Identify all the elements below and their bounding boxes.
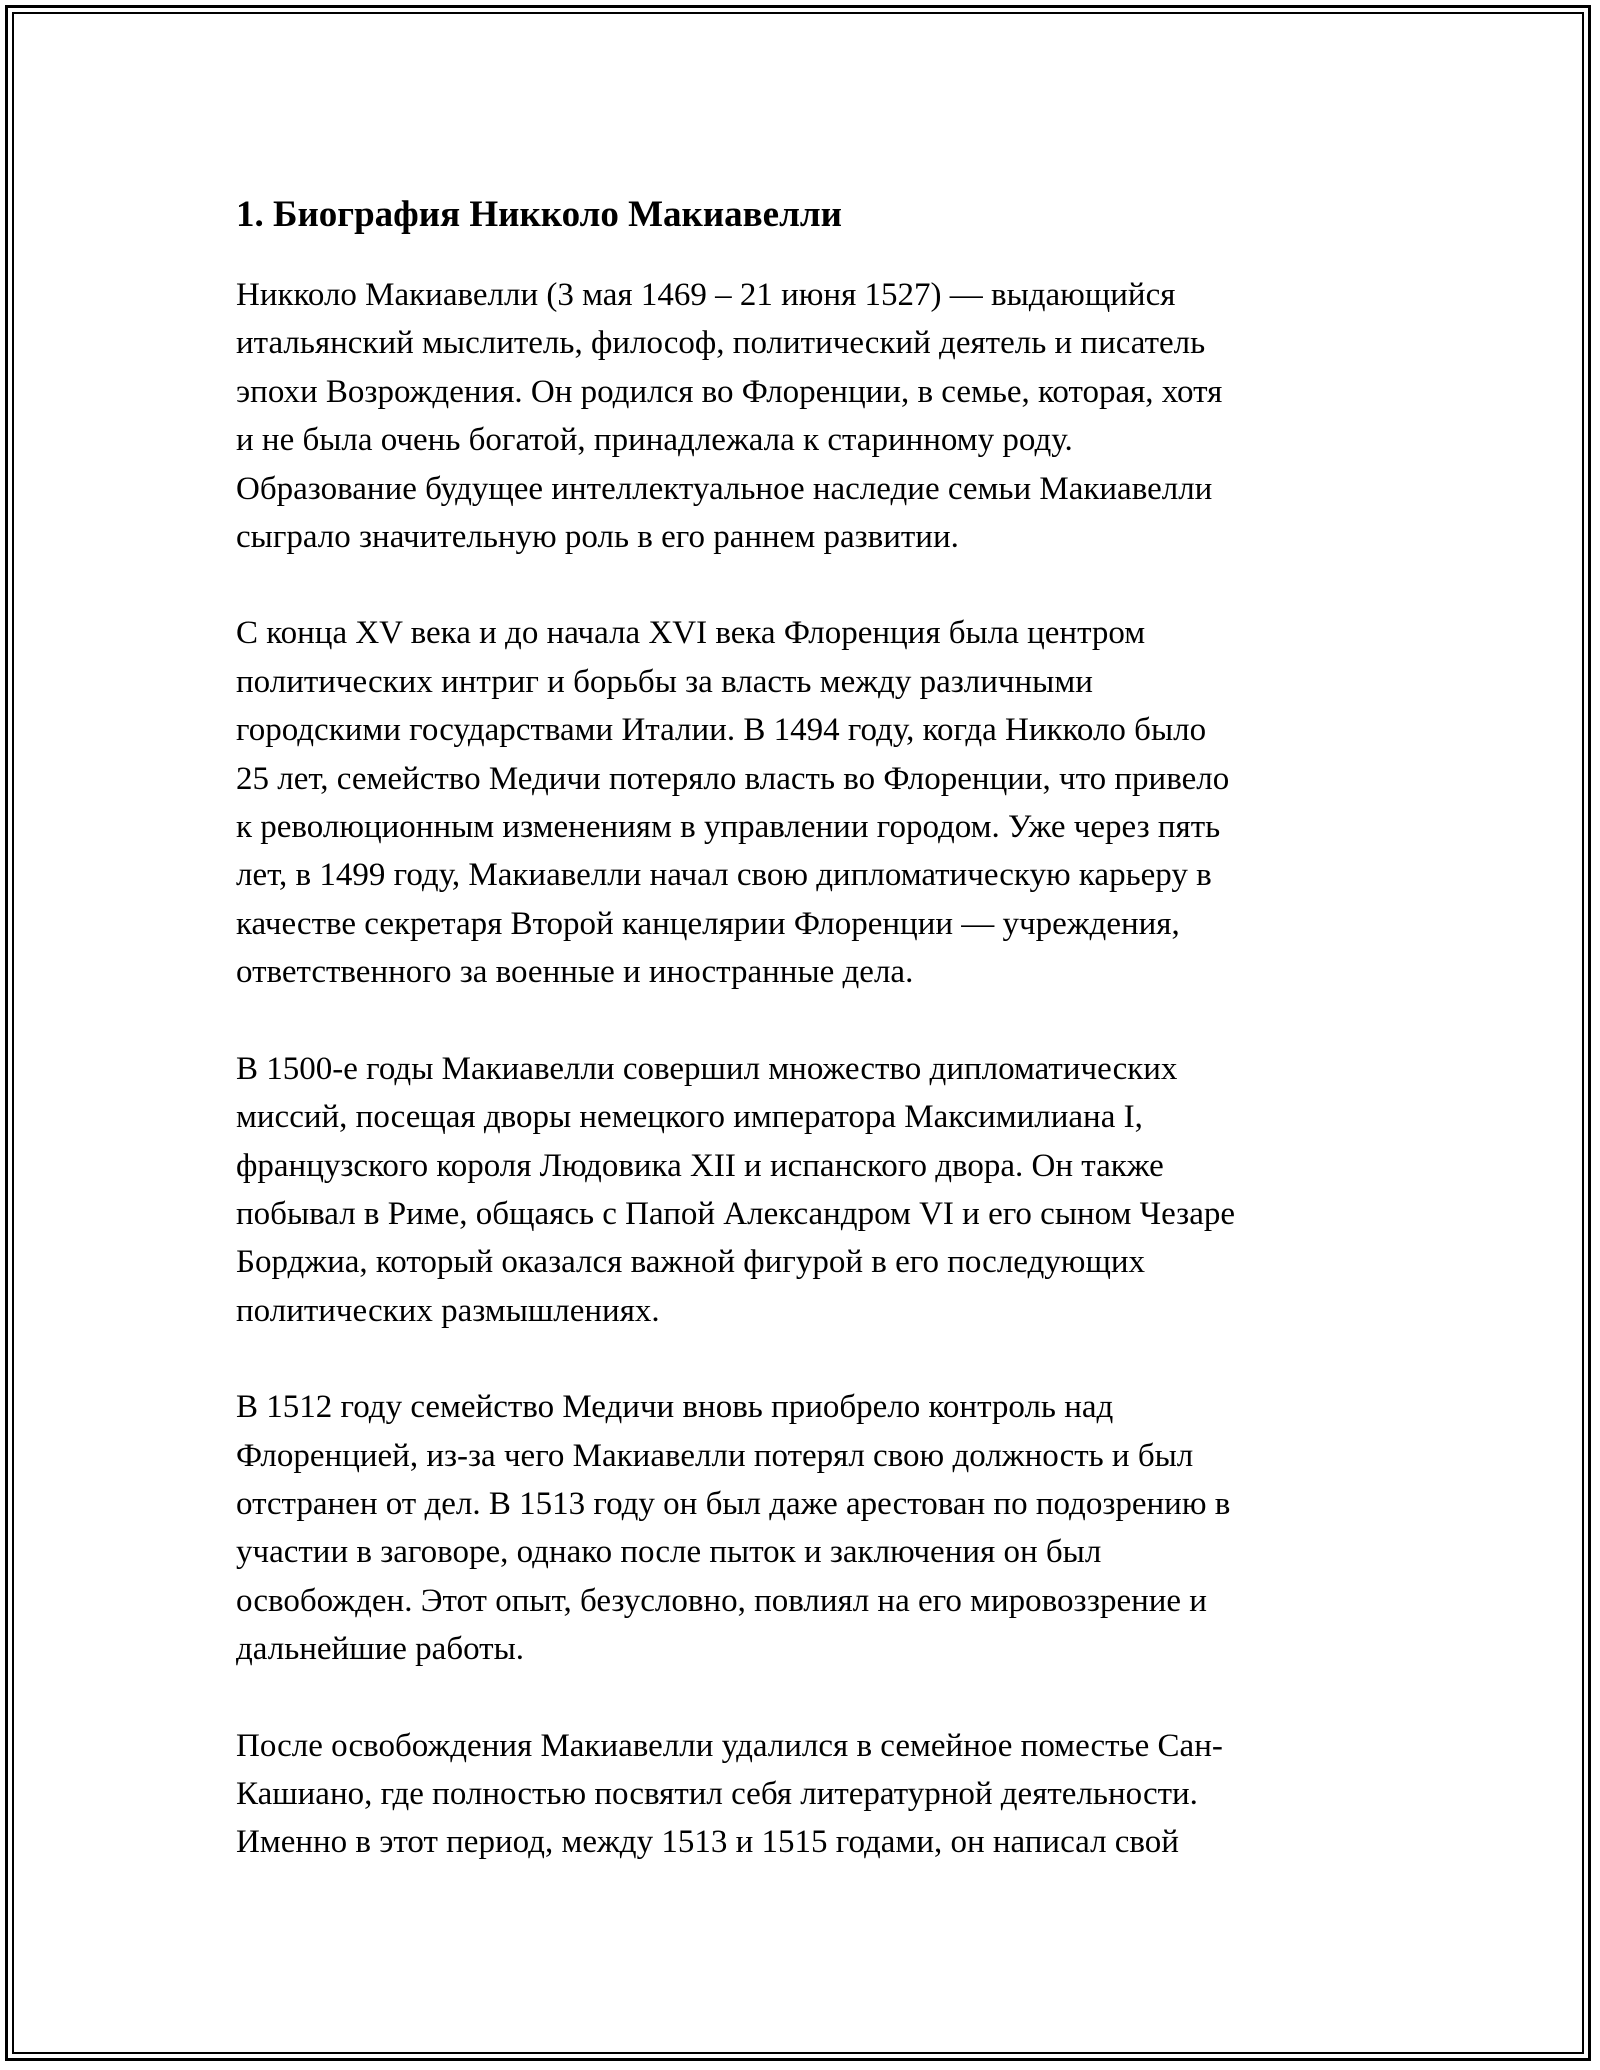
paragraph-2 [236, 609, 1356, 996]
text-line: сыграло значительную роль в его раннем развитии. [236, 519, 959, 556]
text-line: Борджиа, который оказался важной фигурой в его последующих [236, 1244, 1146, 1281]
paragraph-4 [236, 1383, 1356, 1673]
text-line: Кашиано, где полностью посвятил себя литературной деятельности. [236, 1775, 1198, 1812]
text-line: В 1500-е годы Макиавелли совершил множество дипломатических [236, 1050, 1178, 1087]
text-line: отстранен от дел. В 1513 году он был даже арестован по подозрению в [236, 1485, 1231, 1522]
text-line: 25 лет, семейство Медичи потеряло власть во Флоренции, что привело [236, 760, 1230, 797]
text-line: к революционным изменениям в управлении городом. Уже через пять [236, 809, 1221, 846]
text-line: лет, в 1499 году, Макиавелли начал свою дипломатическую карьеру в [236, 857, 1212, 894]
text-line: Никколо Макиавелли (3 мая 1469 – 21 июня 1527) — выдающийся [236, 277, 1176, 313]
text-line: освобожден. Этот опыт, безусловно, повлиял на его мировоззрение и [236, 1582, 1207, 1619]
paragraph-3 [236, 1045, 1356, 1335]
section-heading: 1. Биография Никколо Макиавелли [236, 194, 842, 235]
text-line: участии в заговоре, однако после пыток и заключения он был [236, 1534, 1102, 1571]
text-line: политических интриг и борьбы за власть между различными [236, 663, 1093, 700]
text-line: политических размышлениях. [236, 1292, 660, 1329]
text-line: Образование будущее интеллектуальное наследие семьи Макиавелли [236, 470, 1213, 507]
text-line: Флоренцией, из-за чего Макиавелли потерял свою должность и был [236, 1437, 1194, 1474]
paragraph-5 [236, 1722, 1356, 1867]
paragraph-1 [236, 271, 1356, 561]
text-line: С конца XV века и до начала XVI века Флоренция была центром [236, 615, 1146, 652]
text-line: дальнейшие работы. [236, 1631, 525, 1668]
text-line: побывал в Риме, общаясь с Папой Александром VI и его сыном Чезаре [236, 1195, 1235, 1232]
text-line: В 1512 году семейство Медичи вновь приобрело контроль над [236, 1389, 1114, 1426]
document-body [236, 187, 1356, 1915]
text-line: итальянский мыслитель, философ, политический деятель и писатель [236, 325, 1206, 362]
text-line: миссий, посещая дворы немецкого императора Максимилиана I, [236, 1099, 1143, 1136]
text-line: ответственного за военные и иностранные дела. [236, 954, 914, 991]
text-line: эпохи Возрождения. Он родился во Флоренции, в семье, которая, хотя [236, 373, 1223, 410]
text-line: После освобождения Макиавелли удалился в семейное поместье Сан- [236, 1727, 1223, 1764]
text-line: Именно в этот период, между 1513 и 1515 годами, он написал свой [236, 1824, 1179, 1861]
text-line: городскими государствами Италии. В 1494 году, когда Никколо было [236, 712, 1207, 749]
text-line: французского короля Людовика XII и испанского двора. Он также [236, 1147, 1164, 1184]
text-line: и не была очень богатой, принадлежала к старинному роду. [236, 422, 1073, 459]
text-line: качестве секретаря Второй канцелярии Флоренции — учреждения, [236, 905, 1180, 942]
